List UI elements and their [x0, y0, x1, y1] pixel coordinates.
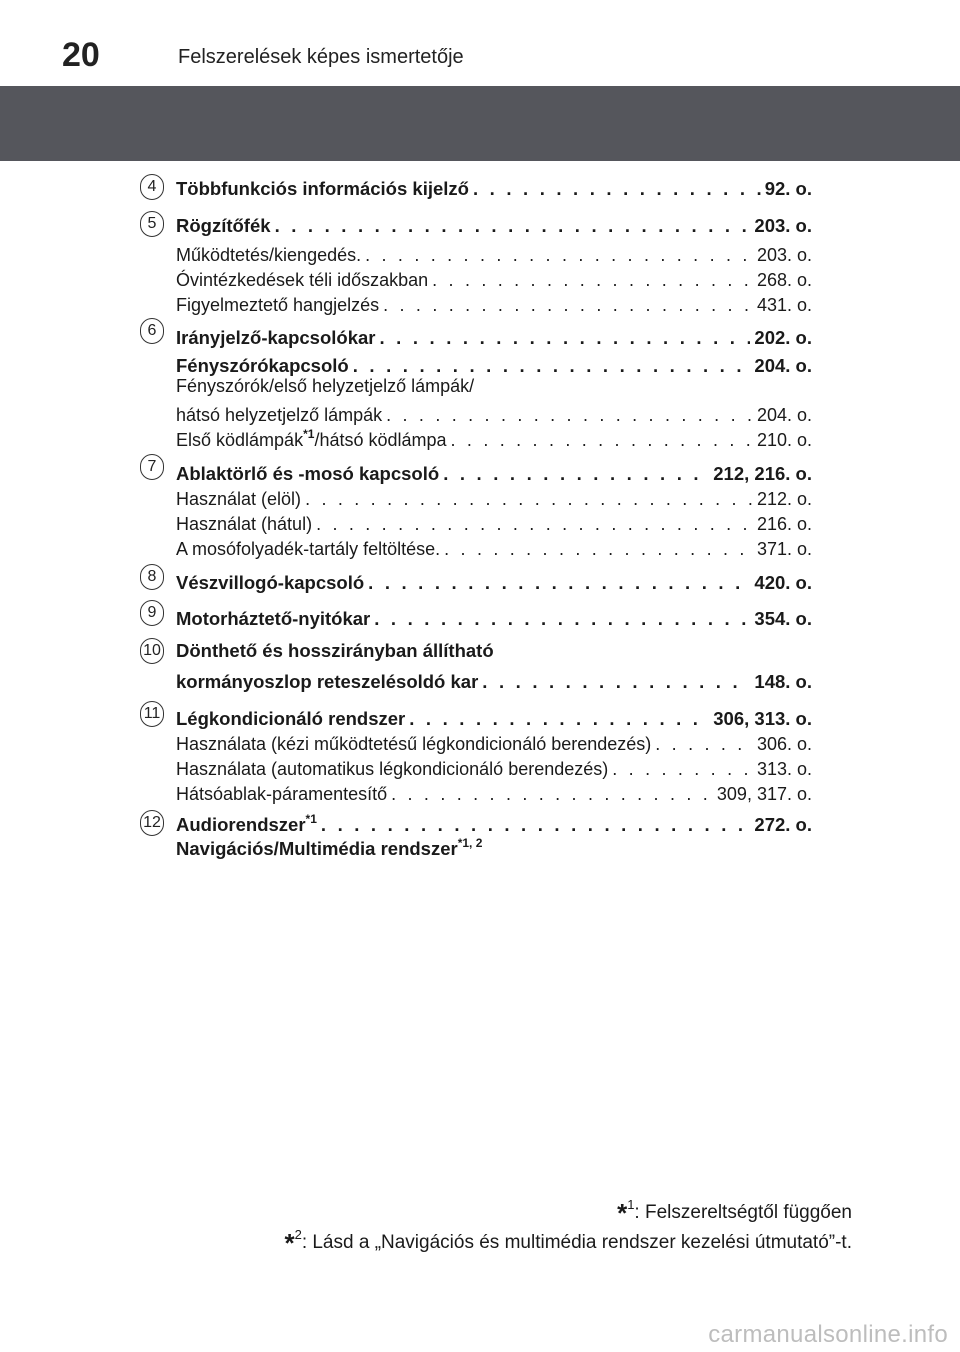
- footnote-ref: *1: [305, 812, 317, 826]
- entry-label: Működtetés/kiengedés.: [176, 245, 362, 265]
- entry-page: 354. o.: [754, 608, 812, 629]
- footnote-star: *: [284, 1228, 295, 1258]
- entry-page: 268. o.: [756, 270, 812, 290]
- dot-leader: [444, 538, 753, 560]
- entry-label: [176, 429, 447, 451]
- entry-main: [176, 174, 812, 200]
- callout-badge-11: 11: [140, 701, 164, 727]
- entry-sub: [176, 484, 812, 510]
- entry-sub: [176, 779, 812, 805]
- entry-main: [176, 351, 812, 377]
- entry-main: [176, 810, 812, 836]
- entry-page: 420. o.: [754, 572, 812, 593]
- footnote-ref: *1, 2: [457, 838, 483, 850]
- entry-page: 203. o.: [756, 245, 812, 265]
- entry-page: 210. o.: [756, 430, 812, 450]
- entry-label: [176, 814, 317, 836]
- entry-page: 92. o.: [764, 178, 812, 199]
- entry-page: 204. o.: [756, 405, 812, 425]
- entry-main: [176, 604, 812, 630]
- footnote-ref-number: 1: [310, 812, 317, 826]
- entry-label: Használata (kézi működtetésű légkondicionáló berendezés): [176, 734, 652, 754]
- footnote-number: 2: [294, 1227, 302, 1242]
- entry-page: 203. o.: [754, 215, 812, 236]
- dot-leader: [305, 488, 753, 510]
- callout-badge-12: 12: [140, 810, 164, 836]
- dot-leader: [275, 215, 751, 237]
- callout-badge-8: 8: [140, 564, 164, 590]
- dot-leader: [321, 814, 751, 836]
- dot-leader: [473, 178, 761, 200]
- entry-label: Ablaktörlő és -mosó kapcsoló: [176, 463, 440, 484]
- entry-sub: [176, 375, 812, 401]
- callout-badge-5: 5: [140, 211, 164, 237]
- dot-leader: [383, 294, 753, 316]
- dot-leader: [374, 608, 750, 630]
- entry-label: Óvintézkedések téli időszakban: [176, 270, 429, 290]
- dot-leader: [386, 404, 753, 426]
- entry-label-text: Első ködlámpák: [176, 430, 304, 450]
- entry-label: Fényszórókapcsoló: [176, 355, 349, 376]
- entry-main: [176, 704, 812, 730]
- entry-page: 216. o.: [756, 514, 812, 534]
- watermark: carmanualsonline.info: [708, 1321, 948, 1348]
- entry-label: Légkondicionáló rendszer: [176, 708, 406, 729]
- entry-main: [176, 640, 812, 666]
- entry-label-text: Navigációs/Multimédia rendszer: [176, 838, 458, 859]
- entry-label-text: /hátsó ködlámpa: [314, 430, 447, 450]
- entry-sub: [176, 265, 812, 291]
- dot-leader: [379, 327, 750, 349]
- entry-main: [176, 323, 812, 349]
- footnote-ref-number: 1, 2: [462, 838, 483, 850]
- footnotes: [284, 1198, 852, 1258]
- entry-main: [176, 568, 812, 594]
- dot-leader: [409, 708, 709, 730]
- entry-label: kormányoszlop reteszelésoldó kar: [176, 671, 479, 692]
- callout-badge-6: 6: [140, 318, 164, 344]
- entry-page: 431. o.: [756, 295, 812, 315]
- footnote-ref-number: 1: [307, 427, 315, 441]
- entry-label: Dönthető és hosszirányban állítható: [176, 640, 494, 661]
- entry-page: 306, 313. o.: [713, 708, 812, 729]
- footnote-text: : Felszereltségtől függően: [634, 1202, 852, 1223]
- entry-label: Irányjelző-kapcsolókar: [176, 327, 376, 348]
- entry-sub: [176, 240, 812, 266]
- entry-sub: [176, 425, 812, 451]
- entry-sub: [176, 290, 812, 316]
- entry-main: [176, 211, 812, 237]
- dot-leader: [655, 733, 753, 755]
- dot-leader: [368, 572, 750, 594]
- footnote-1: [284, 1198, 852, 1228]
- page-header: [0, 0, 960, 86]
- entry-sub: [176, 729, 812, 755]
- footnote-star: *: [617, 1198, 628, 1228]
- entry-page: 313. o.: [756, 759, 812, 779]
- entry-label: Használat (hátul): [176, 514, 313, 534]
- dot-leader: [482, 671, 750, 693]
- page-number: 20: [62, 36, 100, 74]
- entry-label: Használata (automatikus légkondicionáló berendezés): [176, 759, 609, 779]
- entry-page: 212, 216. o.: [713, 463, 812, 484]
- dot-leader: [316, 513, 753, 535]
- entry-sub: [176, 754, 812, 780]
- entry-label: Rögzítőfék: [176, 215, 271, 236]
- entry-label: Fényszórók/első helyzetjelző lámpák/: [176, 376, 475, 396]
- header-band: [0, 86, 960, 161]
- entry-page: 272. o.: [754, 814, 812, 835]
- footnote-number: 1: [627, 1197, 635, 1212]
- entry-sub: [176, 400, 812, 426]
- entry-page: 212. o.: [756, 489, 812, 509]
- entry-sub: [176, 534, 812, 560]
- entry-label: hátsó helyzetjelző lámpák: [176, 405, 383, 425]
- entry-label: Használat (elöl): [176, 489, 302, 509]
- entry-main: [176, 667, 812, 693]
- entry-main: [176, 459, 812, 485]
- footnote-2: [284, 1228, 852, 1258]
- chapter-title: Felszerelések képes ismertetője: [178, 46, 464, 68]
- entry-label: Hátsóablak-páramentesítő: [176, 784, 388, 804]
- callout-badge-7: 7: [140, 454, 164, 480]
- callout-badge-4: 4: [140, 174, 164, 200]
- dot-leader: [451, 429, 753, 451]
- entry-label: A mosófolyadék-tartály feltöltése.: [176, 539, 441, 559]
- footnote-text: : Lásd a „Navigációs és multimédia rendszer kezelési útmutató”-t.: [301, 1232, 852, 1253]
- entry-sub: [176, 509, 812, 535]
- callout-badge-9: 9: [140, 600, 164, 626]
- entry-label-text: Audiorendszer: [176, 814, 306, 835]
- dot-leader: [365, 244, 753, 266]
- dot-leader: [391, 783, 713, 805]
- dot-leader: [612, 758, 753, 780]
- entry-page: 204. o.: [754, 355, 812, 376]
- entry-page: 202. o.: [754, 327, 812, 348]
- dot-leader: [353, 355, 751, 377]
- callout-badge-10: 10: [140, 638, 164, 664]
- entry-label: Figyelmeztető hangjelzés: [176, 295, 380, 315]
- entry-label: Motorháztető-nyitókar: [176, 608, 371, 629]
- entry-label: [176, 838, 482, 859]
- entry-label: Többfunkciós információs kijelző: [176, 178, 469, 199]
- dot-leader: [443, 463, 709, 485]
- footnote-ref: *1: [303, 427, 315, 441]
- entry-page: 306. o.: [756, 734, 812, 754]
- entry-page: 309, 317. o.: [716, 784, 812, 804]
- entry-page: 371. o.: [756, 539, 812, 559]
- entry-page: 148. o.: [754, 671, 812, 692]
- dot-leader: [432, 269, 753, 291]
- entry-main: [176, 838, 812, 864]
- entry-label: Vészvillogó-kapcsoló: [176, 572, 365, 593]
